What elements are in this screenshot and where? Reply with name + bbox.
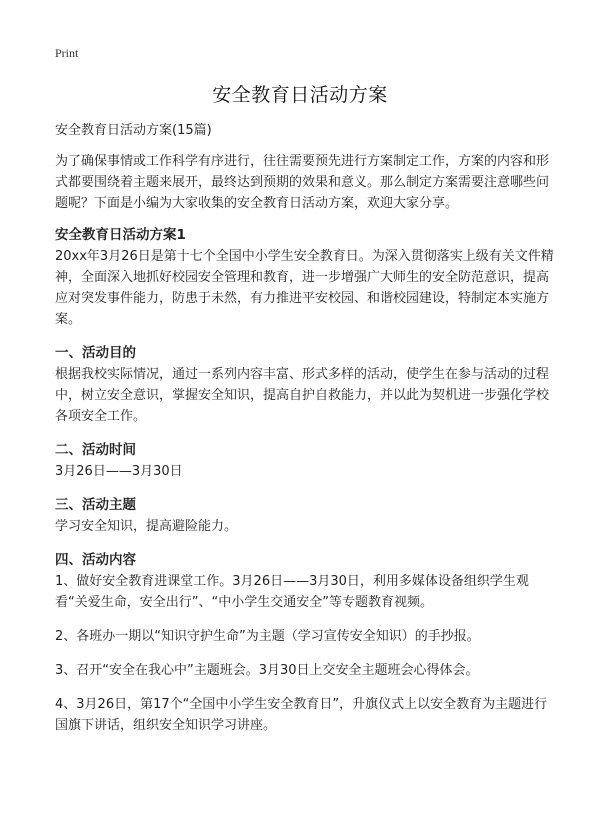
content-item: 3、召开“安全在我心中”主题班会。3月30日上交安全主题班会心得体会。: [55, 663, 479, 678]
section-heading: 安全教育日活动方案1: [55, 227, 186, 243]
content-item: 4、3月26日，第17个“全国中小学生安全教育日”，升旗仪式上以安全教育为主题进行国旗下讲话，组织安全知识学习讲座。: [55, 697, 548, 733]
content-item: 2、各班办一期以“知识守护生命”为主题（学习宣传安全知识）的手抄报。: [55, 629, 480, 644]
purpose-paragraph: 根据我校实际情况，通过一系列内容丰富、形式多样的活动，使学生在参与活动的过程中，树立安全意识，掌握安全知识，提高自护自救能力，并以此为契机进一步强化学校各项安全工作。: [55, 367, 550, 424]
content-item: 1、做好安全教育进课堂工作。3月26日——3月30日，利用多媒体设备组织学生观看“关爱生命，安全出行”、“中小学生交通安全”等专题教育视频。: [55, 574, 529, 610]
print-link[interactable]: Print: [55, 46, 79, 60]
document-body: [55, 120, 560, 749]
time-paragraph: 3月26日——3月30日: [55, 464, 183, 479]
page-title: 安全教育日活动方案: [212, 84, 388, 106]
time-heading: 二、活动时间: [55, 442, 136, 458]
purpose-heading: 一、活动目的: [55, 345, 136, 361]
section-intro-paragraph: 20xx年3月26日是第十七个全国中小学生安全教育日。为深入贯彻落实上级有关文件精神，全面深入地抓好校园安全管理和教育，进一步增强广大师生的安全防范意识，提高应对突发事件能力，防患于未然，有力推进平安校园、和谐校园建设，特制定本实施方案。: [55, 249, 554, 327]
intro-paragraph: 为了确保事情或工作科学有序进行，往往需要预先进行方案制定工作，方案的内容和形式都要围绕着主题来展开，最终达到预期的效果和意义。那么制定方案需要注意哪些问题呢？下面是小编为大家收集的安全教育日活动方案，欢迎大家分享。: [55, 154, 550, 211]
theme-heading: 三、活动主题: [55, 497, 136, 513]
content-heading: 四、活动内容: [55, 552, 136, 568]
document-subtitle: 安全教育日活动方案(15篇): [55, 123, 212, 138]
theme-paragraph: 学习安全知识，提高避险能力。: [55, 519, 238, 534]
